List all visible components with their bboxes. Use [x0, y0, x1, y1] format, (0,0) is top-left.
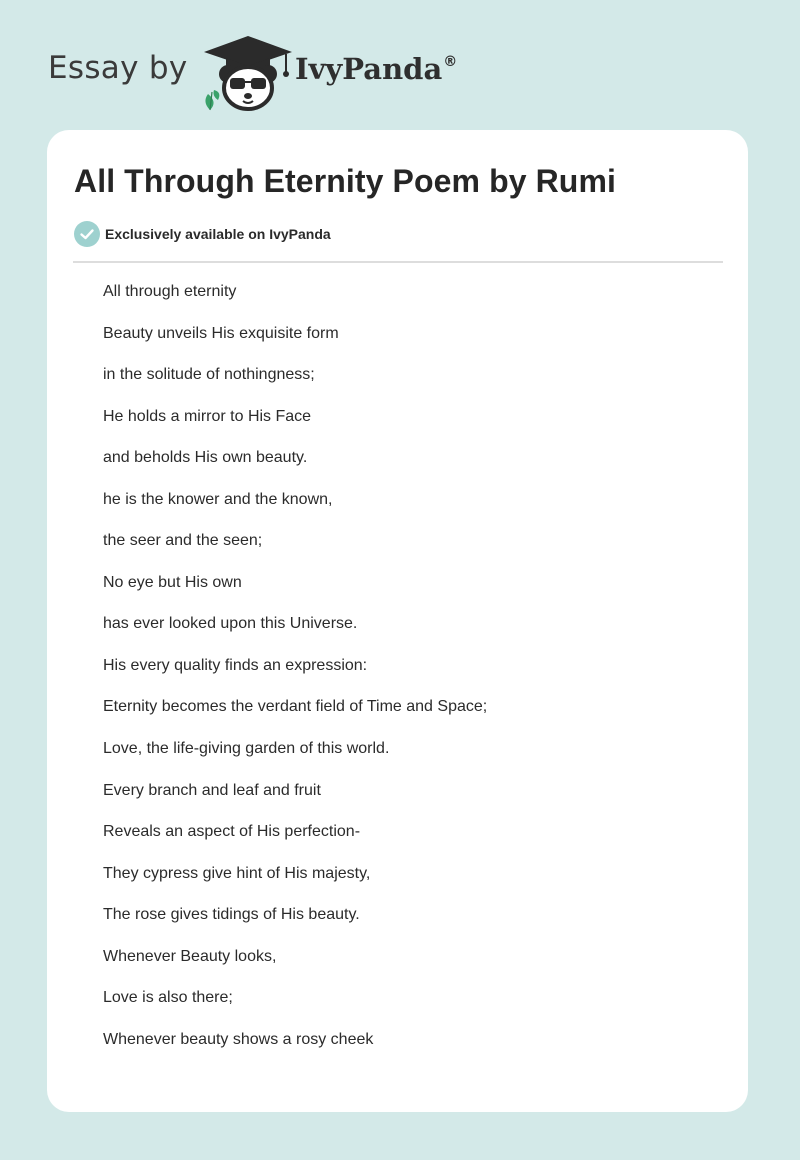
- poem-line: His every quality finds an expression:: [103, 656, 368, 674]
- poem-line: and beholds His own beauty.: [103, 449, 308, 467]
- poem-line: All through eternity: [103, 283, 237, 300]
- exclusive-badge: [74, 221, 331, 247]
- poem-line: the seer and the seen;: [103, 532, 263, 550]
- essay-by-label: Essay by: [48, 50, 188, 86]
- poem-line: Eternity becomes the verdant field of Time and Space;: [103, 698, 488, 716]
- panda-graduate-icon[interactable]: [200, 34, 296, 112]
- poem-line: The rose gives tidings of His beauty.: [103, 906, 360, 924]
- exclusive-badge-label: Exclusively available on IvyPanda: [105, 226, 331, 242]
- brand-name[interactable]: IvyPanda®: [295, 52, 458, 86]
- poem-line: has ever looked upon this Universe.: [103, 615, 358, 633]
- poem-line: No eye but His own: [103, 573, 242, 591]
- poem-line: Reveals an aspect of His perfection-: [103, 823, 361, 841]
- poem-line: he is the knower and the known,: [103, 490, 333, 508]
- poem-body: [103, 282, 703, 1071]
- site-header: [48, 32, 548, 112]
- poem-line: They cypress give hint of His majesty,: [103, 864, 371, 882]
- poem-line: Whenever Beauty looks,: [103, 947, 277, 965]
- divider: [73, 261, 723, 263]
- poem-line: Beauty unveils His exquisite form: [103, 324, 339, 342]
- essay-card: [47, 130, 748, 1112]
- poem-line: Love, the life-giving garden of this world.: [103, 740, 390, 758]
- poem-line: Love is also there;: [103, 989, 233, 1007]
- registered-mark: ®: [443, 54, 458, 70]
- page-title: All Through Eternity Poem by Rumi: [74, 163, 617, 199]
- check-circle-icon: [74, 221, 100, 247]
- poem-line: in the solitude of nothingness;: [103, 366, 315, 384]
- poem-line: Whenever beauty shows a rosy cheek: [103, 1030, 374, 1048]
- poem-line: Every branch and leaf and fruit: [103, 781, 321, 799]
- poem-line: He holds a mirror to His Face: [103, 407, 312, 425]
